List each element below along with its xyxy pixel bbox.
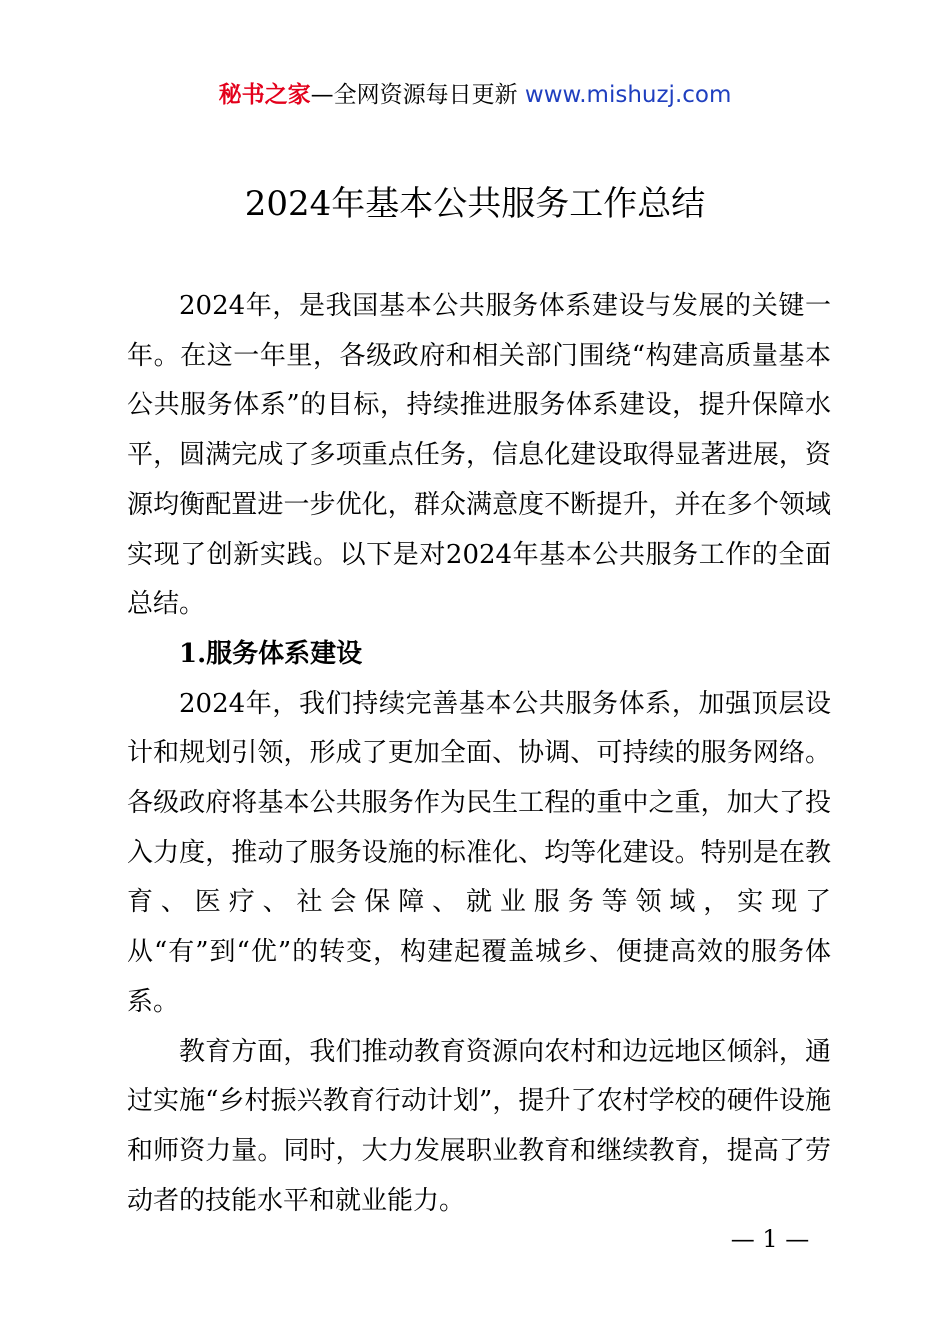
intro-paragraph: 2024年，是我国基本公共服务体系建设与发展的关键一年。在这一年里，各级政府和相关部门围绕“构建高质量基本公共服务体系”的目标，持续推进服务体系建设，提升保障水平，圆满完成了多项重点任务，信息化建设取得显著进展，资源均衡配置进一步优化，群众满意度不断提升，并在多个领域实现了创新实践。以下是对2024年基本公共服务工作的全面总结。 [127, 291, 831, 620]
education-paragraph: 教育方面，我们推动教育资源向农村和边远地区倾斜，通过实施“乡村振兴教育行动计划”，提升了农村学校的硬件设施和师资力量。同时，大力发展职业教育和继续教育，提高了劳动者的技能水平和就业能力。 [127, 1036, 831, 1216]
section-heading: 1.服务体系建设 [179, 638, 363, 669]
site-brand: 秘书之家 [218, 82, 311, 108]
document-title: 2024年基本公共服务工作总结 [244, 184, 706, 224]
service-system-paragraph: 2024年，我们持续完善基本公共服务体系，加强顶层设计和规划引领，形成了更加全面、协调、可持续的服务网络。各级政府将基本公共服务作为民生工程的重中之重，加大了投入力度，推动了服务设施的标准化、均等化建设。特别是在教育、医疗、社会保障、就业服务等领域，实现了从“有”到“优”的转变，构建起覆盖城乡、便捷高效的服务体系。 [127, 688, 831, 1017]
site-tagline: —全网资源每日更新 [310, 82, 525, 108]
site-header [0, 78, 950, 112]
site-url-link[interactable]: www.mishuzj.com [524, 82, 732, 108]
page-number: — 1 — [730, 1225, 810, 1253]
document-body [127, 282, 831, 1226]
